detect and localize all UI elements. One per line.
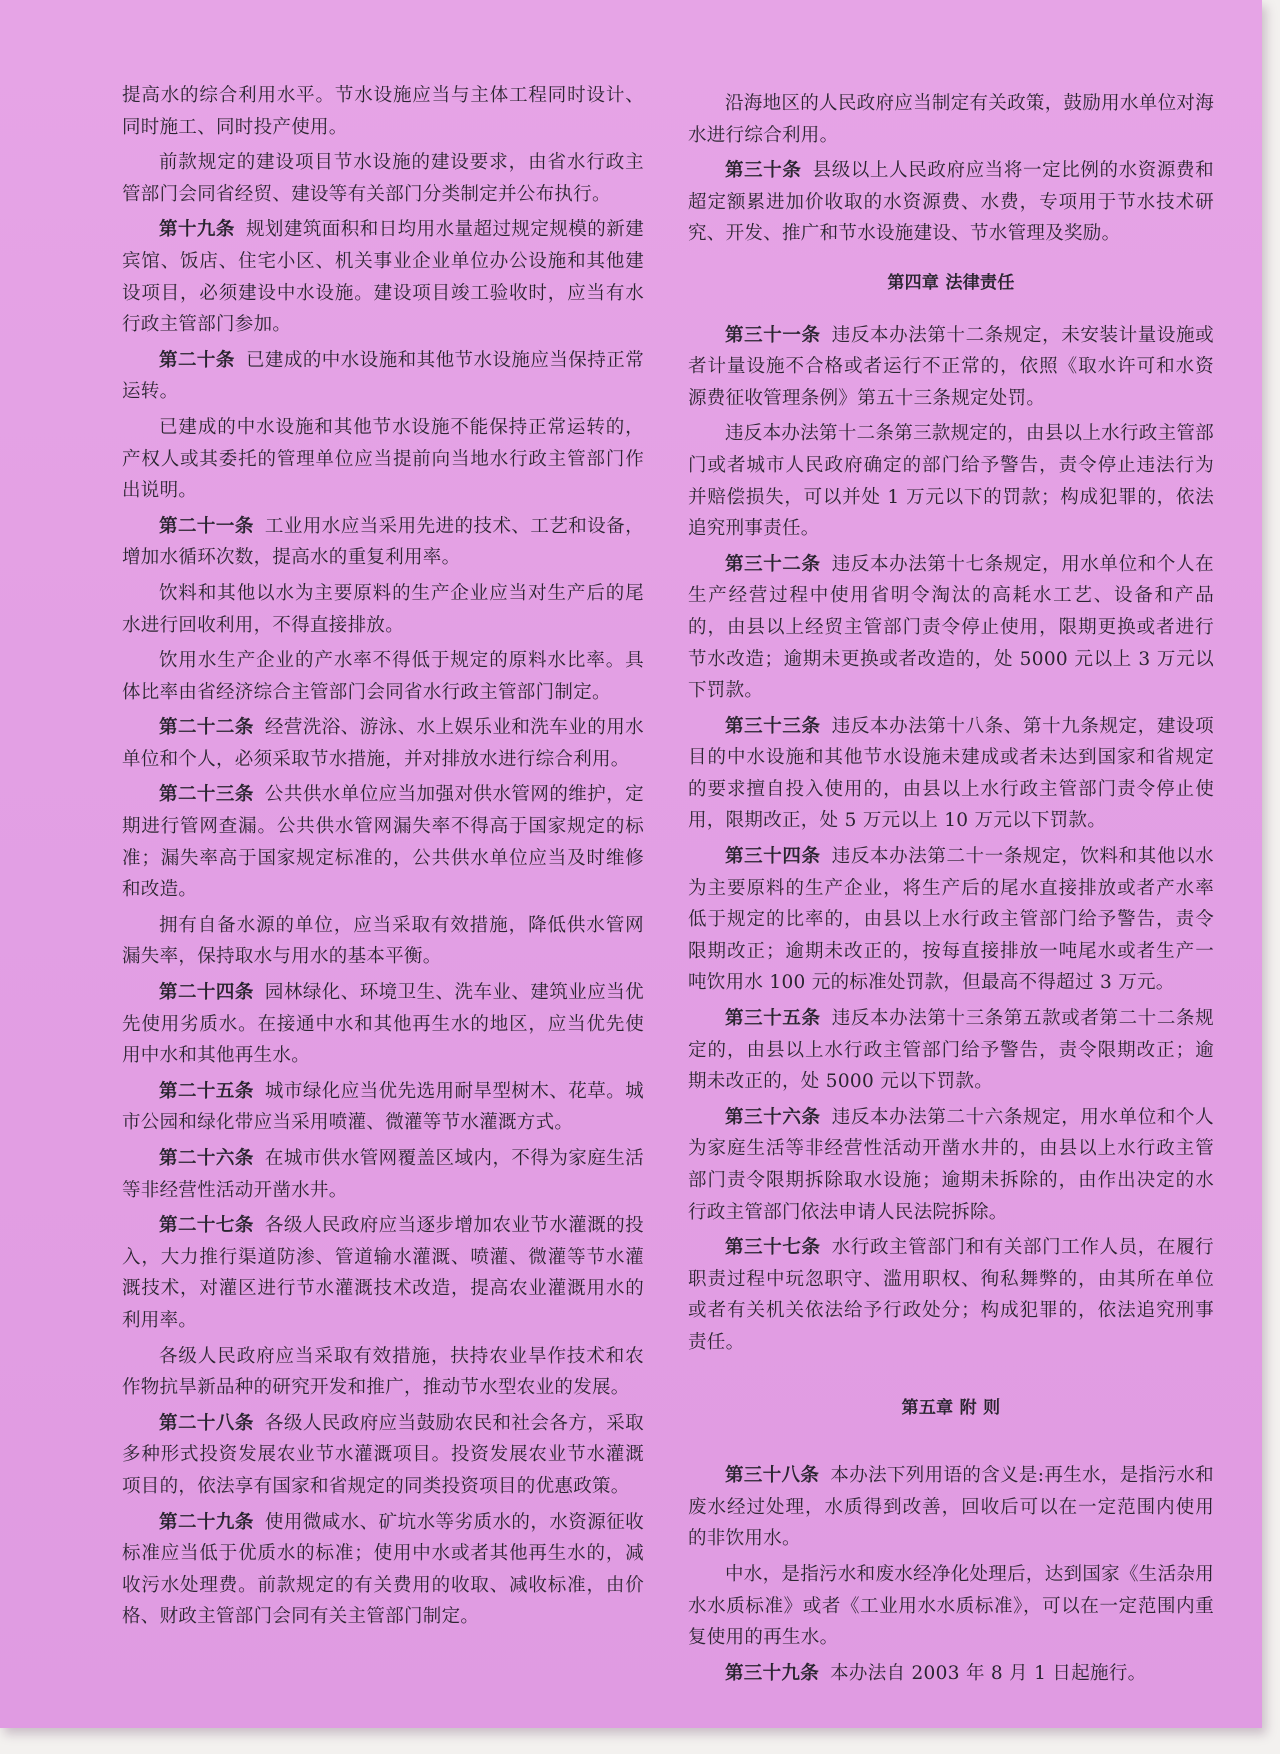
paragraph	[122, 1143, 644, 1206]
paragraph-text: 违反本办法第十二条第三款规定的，由县以上水行政主管部门或者城市人民政府确定的部门给予警告，责令停止违法行为并赔偿损失，可以并处 1 万元以下的罚款；构成犯罪的，依法追究刑事责任。	[688, 423, 1214, 540]
paragraph-text: 城市绿化应当优先选用耐旱型树木、花草。城市公园和绿化带应当采用喷灌、微灌等节水灌溉方式。	[122, 1080, 644, 1134]
article-number: 第三十七条	[725, 1237, 821, 1259]
paragraph	[122, 1210, 644, 1336]
paragraph-text: 饮料和其他以水为主要原料的生产企业应当对生产后的尾水进行回收利用，不得直接排放。	[122, 582, 644, 636]
paragraph	[688, 1003, 1214, 1098]
article-number: 第二十五条	[159, 1080, 254, 1102]
paragraph	[122, 1341, 644, 1404]
article-number: 第三十九条	[725, 1662, 820, 1684]
paragraph-text: 水行政主管部门和有关部门工作人员，在履行职责过程中玩忽职守、滥用职权、徇私舞弊的，由其所在单位或者有关机关依法给予行政处分；构成犯罪的，依法追究刑事责任。	[688, 1237, 1214, 1353]
article-number: 第三十八条	[725, 1465, 820, 1487]
paragraph	[122, 910, 644, 973]
article-number: 第三十四条	[725, 846, 821, 868]
paragraph	[688, 1460, 1214, 1555]
article-number: 第二十三条	[159, 784, 254, 806]
article-number: 第二十七条	[159, 1215, 254, 1237]
paragraph	[688, 1102, 1214, 1228]
left-column	[122, 80, 644, 1637]
paragraph	[688, 1232, 1214, 1358]
paragraph-text: 提高水的综合利用水平。节水设施应当与主体工程同时设计、同时施工、同时投产使用。	[122, 85, 644, 138]
paragraph-text: 规划建筑面积和日均用水量超过规定规模的新建宾馆、饭店、住宅小区、机关事业企业单位办公设施和其他建设项目，必须建设中水设施。建设项目竣工验收时，应当有水行政主管部门参加。	[122, 219, 644, 336]
article-number: 第三十一条	[725, 324, 821, 346]
paragraph	[688, 549, 1214, 707]
paragraph-text: 违反本办法第十八条、第十九条规定，建设项目的中水设施和其他节水设施未建成或者未达到国家和省规定的要求擅自投入使用的，由县以上水行政主管部门责令停止使用，限期改正，处 5 万元以上 10 万元以下罚款。	[688, 715, 1214, 832]
paragraph-text: 沿海地区的人民政府应当制定有关政策，鼓励用水单位对海水进行综合利用。	[688, 93, 1214, 146]
paragraph-text: 本办法自 2003 年 8 月 1 日起施行。	[830, 1662, 1147, 1684]
paragraph	[688, 320, 1214, 415]
paragraph-text: 已建成的中水设施和其他节水设施应当保持正常运转。	[122, 349, 644, 403]
paragraph-text: 拥有自备水源的单位，应当采取有效措施，降低供水管网漏失率，保持取水与用水的基本平衡。	[122, 914, 644, 968]
chapter-heading: 第四章 法律责任	[887, 272, 1015, 293]
paragraph	[122, 1076, 644, 1139]
paragraph	[122, 1507, 644, 1633]
paragraph	[122, 1408, 644, 1503]
paragraph-text: 公共供水单位应当加强对供水管网的维护，定期进行管网查漏。公共供水管网漏失率不得高于国家规定的标准；漏失率高于国家规定标准的，公共供水单位应当及时维修和改造。	[122, 784, 644, 901]
chapter-heading: 第五章 附 则	[901, 1397, 1001, 1418]
article-number: 第三十条	[725, 160, 802, 182]
paragraph	[122, 214, 644, 340]
paragraph	[688, 711, 1214, 837]
paragraph-text: 已建成的中水设施和其他节水设施不能保持正常运转的，产权人或其委托的管理单位应当提前向当地水行政主管部门作出说明。	[122, 416, 644, 502]
right-column	[688, 88, 1214, 1689]
paragraph-text: 各级人民政府应当鼓励农民和社会各方，采取多种形式投资发展农业节水灌溉项目。投资发展农业节水灌溉项目的，依法享有国家和省规定的同类投资项目的优惠政策。	[122, 1412, 644, 1497]
paragraph	[122, 779, 644, 905]
paragraph-text: 县级以上人民政府应当将一定比例的水资源费和超定额累进加价收取的水资源费、水费，专项用于节水技术研究、开发、推广和节水设施建设、节水管理及奖励。	[688, 160, 1214, 245]
paragraph-text: 在城市供水管网覆盖区域内，不得为家庭生活等非经营性活动开凿水井。	[122, 1148, 644, 1201]
paragraph	[122, 345, 644, 408]
paragraph-text: 违反本办法第十三条第五款或者第二十二条规定的，由县以上水行政主管部门给予警告，责令限期改正；逾期未改正的，处 5000 元以下罚款。	[688, 1008, 1214, 1093]
paragraph-text: 饮用水生产企业的产水率不得低于规定的原料水比率。具体比率由省经济综合主管部门会同省水行政主管部门制定。	[122, 650, 644, 703]
article-number: 第二十二条	[159, 717, 254, 739]
article-number: 第二十一条	[159, 515, 254, 537]
paragraph-text: 违反本办法第二十六条规定，用水单位和个人为家庭生活等非经营性活动开凿水井的，由县以上水行政主管部门责令限期拆除取水设施；逾期未拆除的，由作出决定的水行政主管部门依法申请人民法院拆除。	[688, 1106, 1214, 1223]
paragraph-text: 违反本办法第十七条规定，用水单位和个人在生产经营过程中使用省明令淘汰的高耗水工艺、设备和产品的，由县以上经贸主管部门责令停止使用，限期更换或者进行节水改造；逾期未更换或者改造的，处 5000 元以上 3 万元以下罚款。	[688, 553, 1214, 702]
paragraph	[122, 578, 644, 641]
article-number: 第二十四条	[159, 982, 254, 1004]
paragraph	[122, 645, 644, 708]
paragraph	[688, 418, 1214, 544]
paragraph-text: 本办法下列用语的含义是:再生水，是指污水和废水经过处理，水质得到改善，回收后可以在一定范围内使用的非饮用水。	[688, 1465, 1214, 1550]
article-number: 第三十三条	[725, 715, 821, 737]
paragraph	[688, 155, 1214, 250]
paragraph	[122, 511, 644, 574]
paragraph-text: 使用微咸水、矿坑水等劣质水的，水资源征收标准应当低于优质水的标准；使用中水或者其他再生水的，减收污水处理费。前款规定的有关费用的收取、减收标准，由价格、财政主管部门会同有关主管部门制定。	[122, 1511, 644, 1628]
article-number: 第二十六条	[159, 1148, 254, 1169]
paragraph	[122, 977, 644, 1072]
paragraph	[122, 147, 644, 210]
article-number: 第二十九条	[159, 1511, 254, 1533]
paragraph-text: 工业用水应当采用先进的技术、工艺和设备，增加水循环次数，提高水的重复利用率。	[122, 515, 644, 569]
article-number: 第三十六条	[725, 1106, 821, 1128]
paragraph	[122, 712, 644, 775]
article-number: 第二十条	[159, 349, 235, 371]
paragraph-text: 前款规定的建设项目节水设施的建设要求，由省水行政主管部门会同省经贸、建设等有关部门分类制定并公布执行。	[122, 152, 644, 205]
paragraph-text: 各级人民政府应当采取有效措施，扶持农业旱作技术和农作物抗旱新品种的研究开发和推广，推动节水型农业的发展。	[122, 1345, 644, 1399]
article-number: 第三十二条	[725, 553, 821, 575]
paragraph	[688, 88, 1214, 151]
paragraph	[122, 412, 644, 507]
paragraph-text: 经营洗浴、游泳、水上娱乐业和洗车业的用水单位和个人，必须采取节水措施，并对排放水进行综合利用。	[122, 717, 644, 770]
paragraph-text: 违反本办法第十二条规定，未安装计量设施或者计量设施不合格或者运行不正常的，依照《取水许可和水资源费征收管理条例》第五十三条规定处罚。	[688, 324, 1214, 409]
paragraph-text: 各级人民政府应当逐步增加农业节水灌溉的投入，大力推行渠道防渗、管道输水灌溉、喷灌、微灌等节水灌溉技术，对灌区进行节水灌溉技术改造，提高农业灌溉用水的利用率。	[122, 1215, 644, 1331]
paragraph	[122, 80, 644, 143]
paragraph-text: 园林绿化、环境卫生、洗车业、建筑业应当优先使用劣质水。在接通中水和其他再生水的地区，应当优先使用中水和其他再生水。	[122, 982, 644, 1067]
paragraph-text: 中水，是指污水和废水经净化处理后，达到国家《生活杂用水水质标准》或者《工业用水水质标准》，可以在一定范围内重复使用的再生水。	[688, 1563, 1214, 1649]
paragraph-text: 违反本办法第二十一条规定，饮料和其他以水为主要原料的生产企业，将生产后的尾水直接排放或者产水率低于规定的比率的，由县以上水行政主管部门给予警告，责令限期改正；逾期未改正的，按每直接排放一吨尾水或者生产一吨饮用水 100 元的标准处罚款，但最高不得超过 3 万元。	[688, 846, 1214, 994]
paragraph	[688, 841, 1214, 999]
paragraph	[688, 1658, 1214, 1690]
article-number: 第十九条	[159, 219, 235, 241]
article-number: 第三十五条	[725, 1008, 821, 1030]
paragraph	[688, 1559, 1214, 1654]
article-number: 第二十八条	[159, 1412, 254, 1434]
